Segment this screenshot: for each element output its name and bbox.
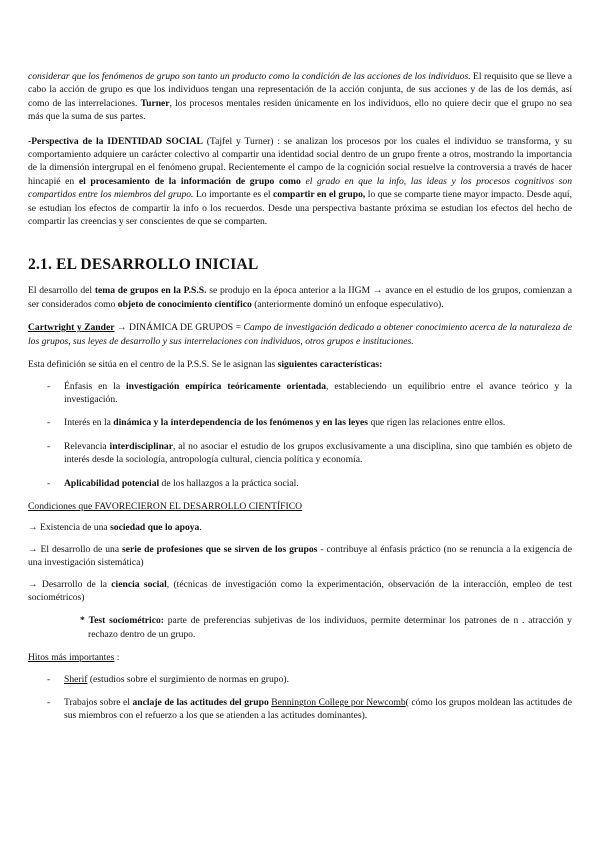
asterisk: * (80, 615, 85, 627)
text: parte de preferencias subjetivas de los individuos, permite determinar los patrones de n . atracción y rechazo dentro de un grupo. (88, 615, 572, 640)
text: Lo importante es el (193, 189, 274, 201)
authors-text: Cartwright y Zander (28, 322, 115, 334)
bold-text: Aplicabilidad potencial (64, 477, 160, 489)
hitos-heading (28, 651, 572, 664)
cartwright-zander-paragraph (28, 321, 572, 348)
text: de los hallazgos a la práctica social. (159, 477, 299, 489)
text: . (199, 522, 202, 534)
bold-text: Test sociométrico: (88, 615, 164, 627)
bold-text: sociedad que lo apoya (110, 522, 200, 534)
text: Énfasis en la (64, 380, 127, 392)
dash-bullet: - (47, 697, 51, 708)
text: Interés en la (64, 417, 114, 429)
condition-1 (28, 521, 572, 534)
list-item (28, 696, 572, 723)
bold-text: compartir en el grupo, (273, 189, 366, 201)
text: Trabajos sobre el (64, 697, 133, 708)
text: lo que se comparte tiene mayor impacto. Desde aquí, se estudian los efectos de compartir la info o los recuerdos. Desde una perspectiva bastante próxima se estudian los efectos del hecho de compartir las creencias y ser conscientes de que se comparten. (28, 189, 572, 228)
intro-paragraph-1 (28, 70, 572, 124)
text: → DINÁMICA DE GRUPOS = (114, 322, 244, 334)
text: Relevancia (64, 440, 110, 452)
bold-text: ciencia social (111, 578, 167, 590)
definition-paragraph (28, 358, 572, 371)
text: El requisito que se lleve a cabo la acción de grupo es que los individuos tengan una representación de la acción conjunta, de sus acciones y de las de los demás, así como de las interrelaciones. (28, 71, 572, 109)
bold-text: objeto de conocimiento científico (117, 298, 252, 310)
text: Esta definición se sitúa en el centro de la P.S.S. Se le asignan las (28, 359, 278, 371)
bold-text: investigación empírica teóricamente orientada (126, 380, 327, 392)
underlined-text: Sherif (64, 673, 88, 685)
test-sociometrico-note (28, 614, 572, 641)
text: : (114, 652, 120, 664)
intro-paragraph-2 (28, 135, 572, 229)
list-item (28, 477, 572, 490)
text: (anteriormente dominó un enfoque especulativo). (251, 298, 444, 310)
dash-bullet: - (47, 380, 51, 392)
dash-bullet: - (47, 440, 51, 452)
section-paragraph-1 (28, 284, 572, 311)
text: , los procesos mentales residen únicamente en los individuos, ello no quiere decir que el grupo no sea más que la suma de sus partes. (28, 97, 572, 123)
underlined-text: Hitos más importantes (28, 652, 115, 664)
text: ( cómo los grupos moldean las actitudes de sus miembros con el refuerzo a los que se atienden a las actitudes dominantes). (64, 697, 572, 722)
italic-text: Campo de investigación dedicado a obtener conocimiento acerca de la naturaleza de los grupos, sus leyes de desarrollo y sus interrelaciones con individuos, otros grupos e instituciones. (28, 322, 572, 347)
bold-text: interdisciplinar (109, 440, 173, 452)
bold-text: el procesamiento de la información de grupo como (78, 175, 301, 187)
text: (Tajfel y Turner) : se analizan los procesos por los cuales el individuo se transforma, y su comportamiento adquiere un carácter colectivo al compartir una identidad social dentro de un grupo frente a otros, mostrando la importancia de la dimensión intergrupal en el fenómeno grupal. Recientemente el campo de la cognición social resuelve la controversia a través de hacer hincapié en (28, 135, 572, 187)
text: que rigen las relaciones entre ellos. (368, 417, 506, 429)
characteristics-list (28, 380, 572, 490)
text: , al no asociar el estudio de los grupos exclusivamente a una disciplina, sino que también es objeto de interés desde la sociología, antropología cultural, ciencia política y economía. (64, 440, 572, 466)
underlined-text: Bennington College por Newcomb (271, 697, 406, 708)
section-heading: 2.1. EL DESARROLLO INICIAL (28, 256, 259, 274)
text: , estableciendo un equilibrio entre el avance teórico y la investigación. (64, 380, 572, 405)
bold-text: siguientes características: (277, 359, 383, 371)
bold-text: tema de grupos en la P.S.S. (94, 285, 207, 297)
text: → Desarrollo de la (28, 578, 112, 590)
text: , (técnicas de investigación como la experimentación, observación de la interacción, empleo de test sociométricos) (28, 578, 572, 603)
list-item (28, 440, 572, 467)
conditions-heading: Condiciones que FAVORECIERON EL DESARROLLO CIENTÍFICO (28, 500, 303, 512)
dash-bullet: - (47, 673, 51, 685)
document-page (28, 70, 572, 733)
dash-bullet: - (47, 417, 51, 429)
dash-bullet: - (47, 477, 51, 489)
text: → Existencia de una (28, 522, 111, 534)
text: El desarrollo del (28, 285, 95, 297)
text: (estudios sobre el surgimiento de normas en grupo). (87, 673, 289, 685)
condition-3 (28, 578, 572, 605)
text: → El desarrollo de una (28, 543, 123, 555)
list-item (28, 380, 572, 407)
hitos-list (28, 673, 572, 723)
text: - contribuye al énfasis práctico (no se renuncia a la exigencia de una investigación sistemática) (28, 543, 572, 569)
list-item (28, 673, 572, 686)
italic-text: el grado en que la info, las ideas y los procesos cognitivos son compartidos entre los miembros del grupo. (28, 175, 572, 201)
bold-text: -Perspectiva de la IDENTIDAD SOCIAL (28, 135, 203, 147)
bold-text: Turner (140, 97, 170, 109)
italic-text: considerar que los fenómenos de grupo son tanto un producto como la condición de las acciones de los individuos. (28, 71, 471, 82)
bold-text: dinámica y la interdependencia de los fenómenos y en las leyes (113, 417, 369, 429)
list-item (28, 416, 572, 429)
text: se produjo en la época anterior a la IIGM → avance en el estudio de los grupos, comienzan a ser considerados como (28, 285, 572, 310)
bold-text: serie de profesiones que se sirven de los grupos (122, 543, 318, 555)
bold-text: anclaje de las actitudes del grupo (132, 697, 269, 708)
condition-2 (28, 543, 572, 570)
